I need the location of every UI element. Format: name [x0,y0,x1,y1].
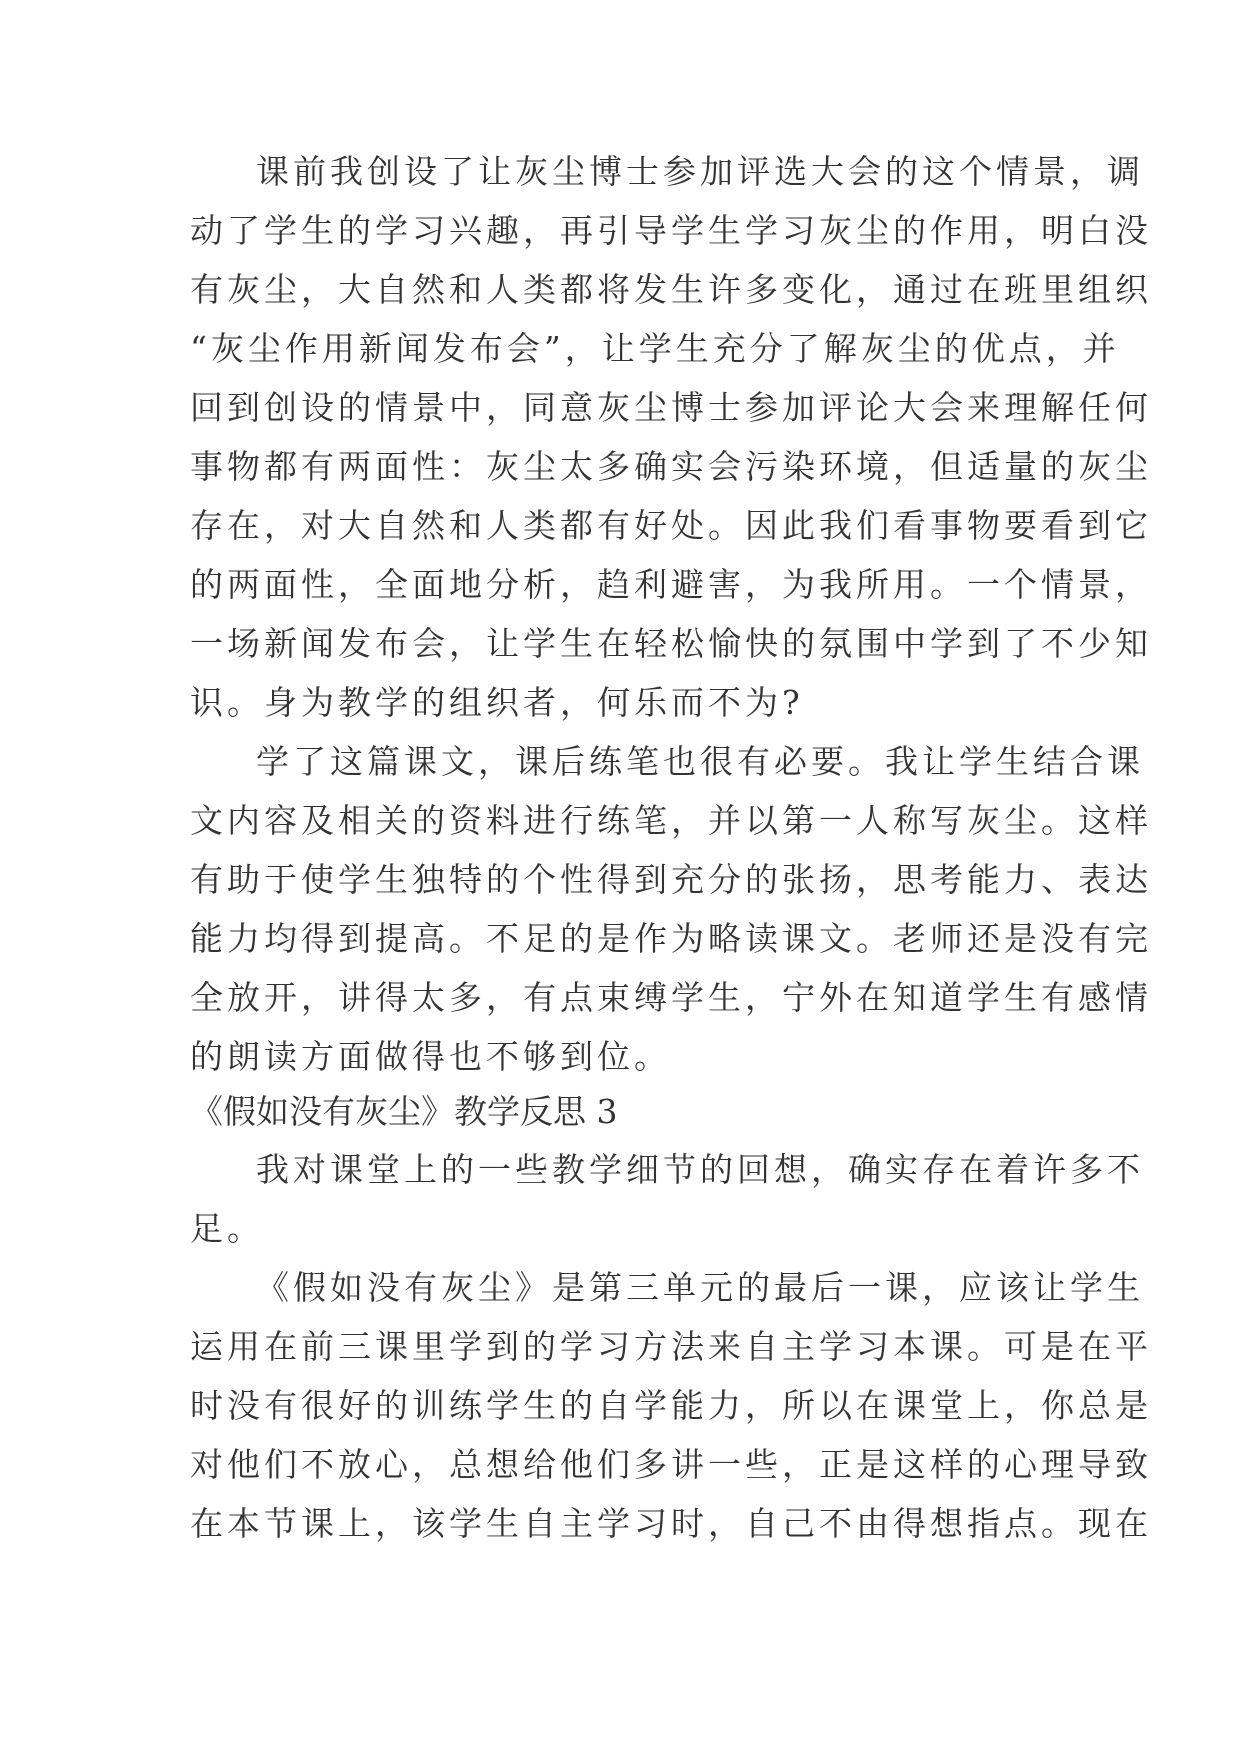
paragraph-line: 有灰尘，大自然和人类都将发生许多变化，通过在班里组织 [190,270,1152,309]
paragraph-line: 对他们不放心，总想给他们多讲一些，正是这样的心理导致 [190,1445,1152,1484]
paragraph-line: 全放开，讲得太多，有点束缚学生，宁外在知道学生有感情 [190,978,1152,1017]
paragraph-line: 事物都有两面性：灰尘太多确实会污染环境，但适量的灰尘 [190,447,1152,486]
paragraph-line: 学了这篇课文，课后练笔也很有必要。我让学生结合课 [256,742,1144,781]
paragraph-line: 在本节课上，该学生自主学习时，自己不由得想指点。现在 [190,1504,1152,1543]
paragraph-line: 动了学生的学习兴趣，再引导学生学习灰尘的作用，明白没 [190,211,1152,250]
paragraph-line: 课前我创设了让灰尘博士参加评选大会的这个情景，调 [256,152,1144,191]
paragraph-line: 存在，对大自然和人类都有好处。因此我们看事物要看到它 [190,506,1152,545]
paragraph-line: 我对课堂上的一些教学细节的回想，确实存在着许多不 [256,1150,1144,1189]
paragraph-line: 一场新闻发布会，让学生在轻松愉快的氛围中学到了不少知 [190,624,1152,663]
paragraph-line: 的两面性，全面地分析，趋利避害，为我所用。一个情景， [190,565,1152,604]
paragraph-line: 时没有很好的训练学生的自学能力，所以在课堂上，你总是 [190,1386,1152,1425]
paragraph-line: 足。 [190,1209,264,1248]
paragraph-line: 能力均得到提高。不足的是作为略读课文。老师还是没有完 [190,919,1152,958]
paragraph-line: 运用在前三课里学到的学习方法来自主学习本课。可是在平 [190,1327,1152,1366]
paragraph-line: 的朗读方面做得也不够到位。 [190,1037,671,1076]
section-title: 《假如没有灰尘》教学反思 3 [190,1092,618,1131]
paragraph-line: 文内容及相关的资料进行练笔，并以第一人称写灰尘。这样 [190,801,1152,840]
paragraph-line: “灰尘作用新闻发布会”，让学生充分了解灰尘的优点，并 [190,329,1120,368]
paragraph-line: 回到创设的情景中，同意灰尘博士参加评论大会来理解任何 [190,388,1152,427]
paragraph-line: 《假如没有灰尘》是第三单元的最后一课，应该让学生 [256,1268,1144,1307]
paragraph-line: 识。身为教学的组织者，何乐而不为? [190,683,804,722]
paragraph-line: 有助于使学生独特的个性得到充分的张扬，思考能力、表达 [190,860,1152,899]
